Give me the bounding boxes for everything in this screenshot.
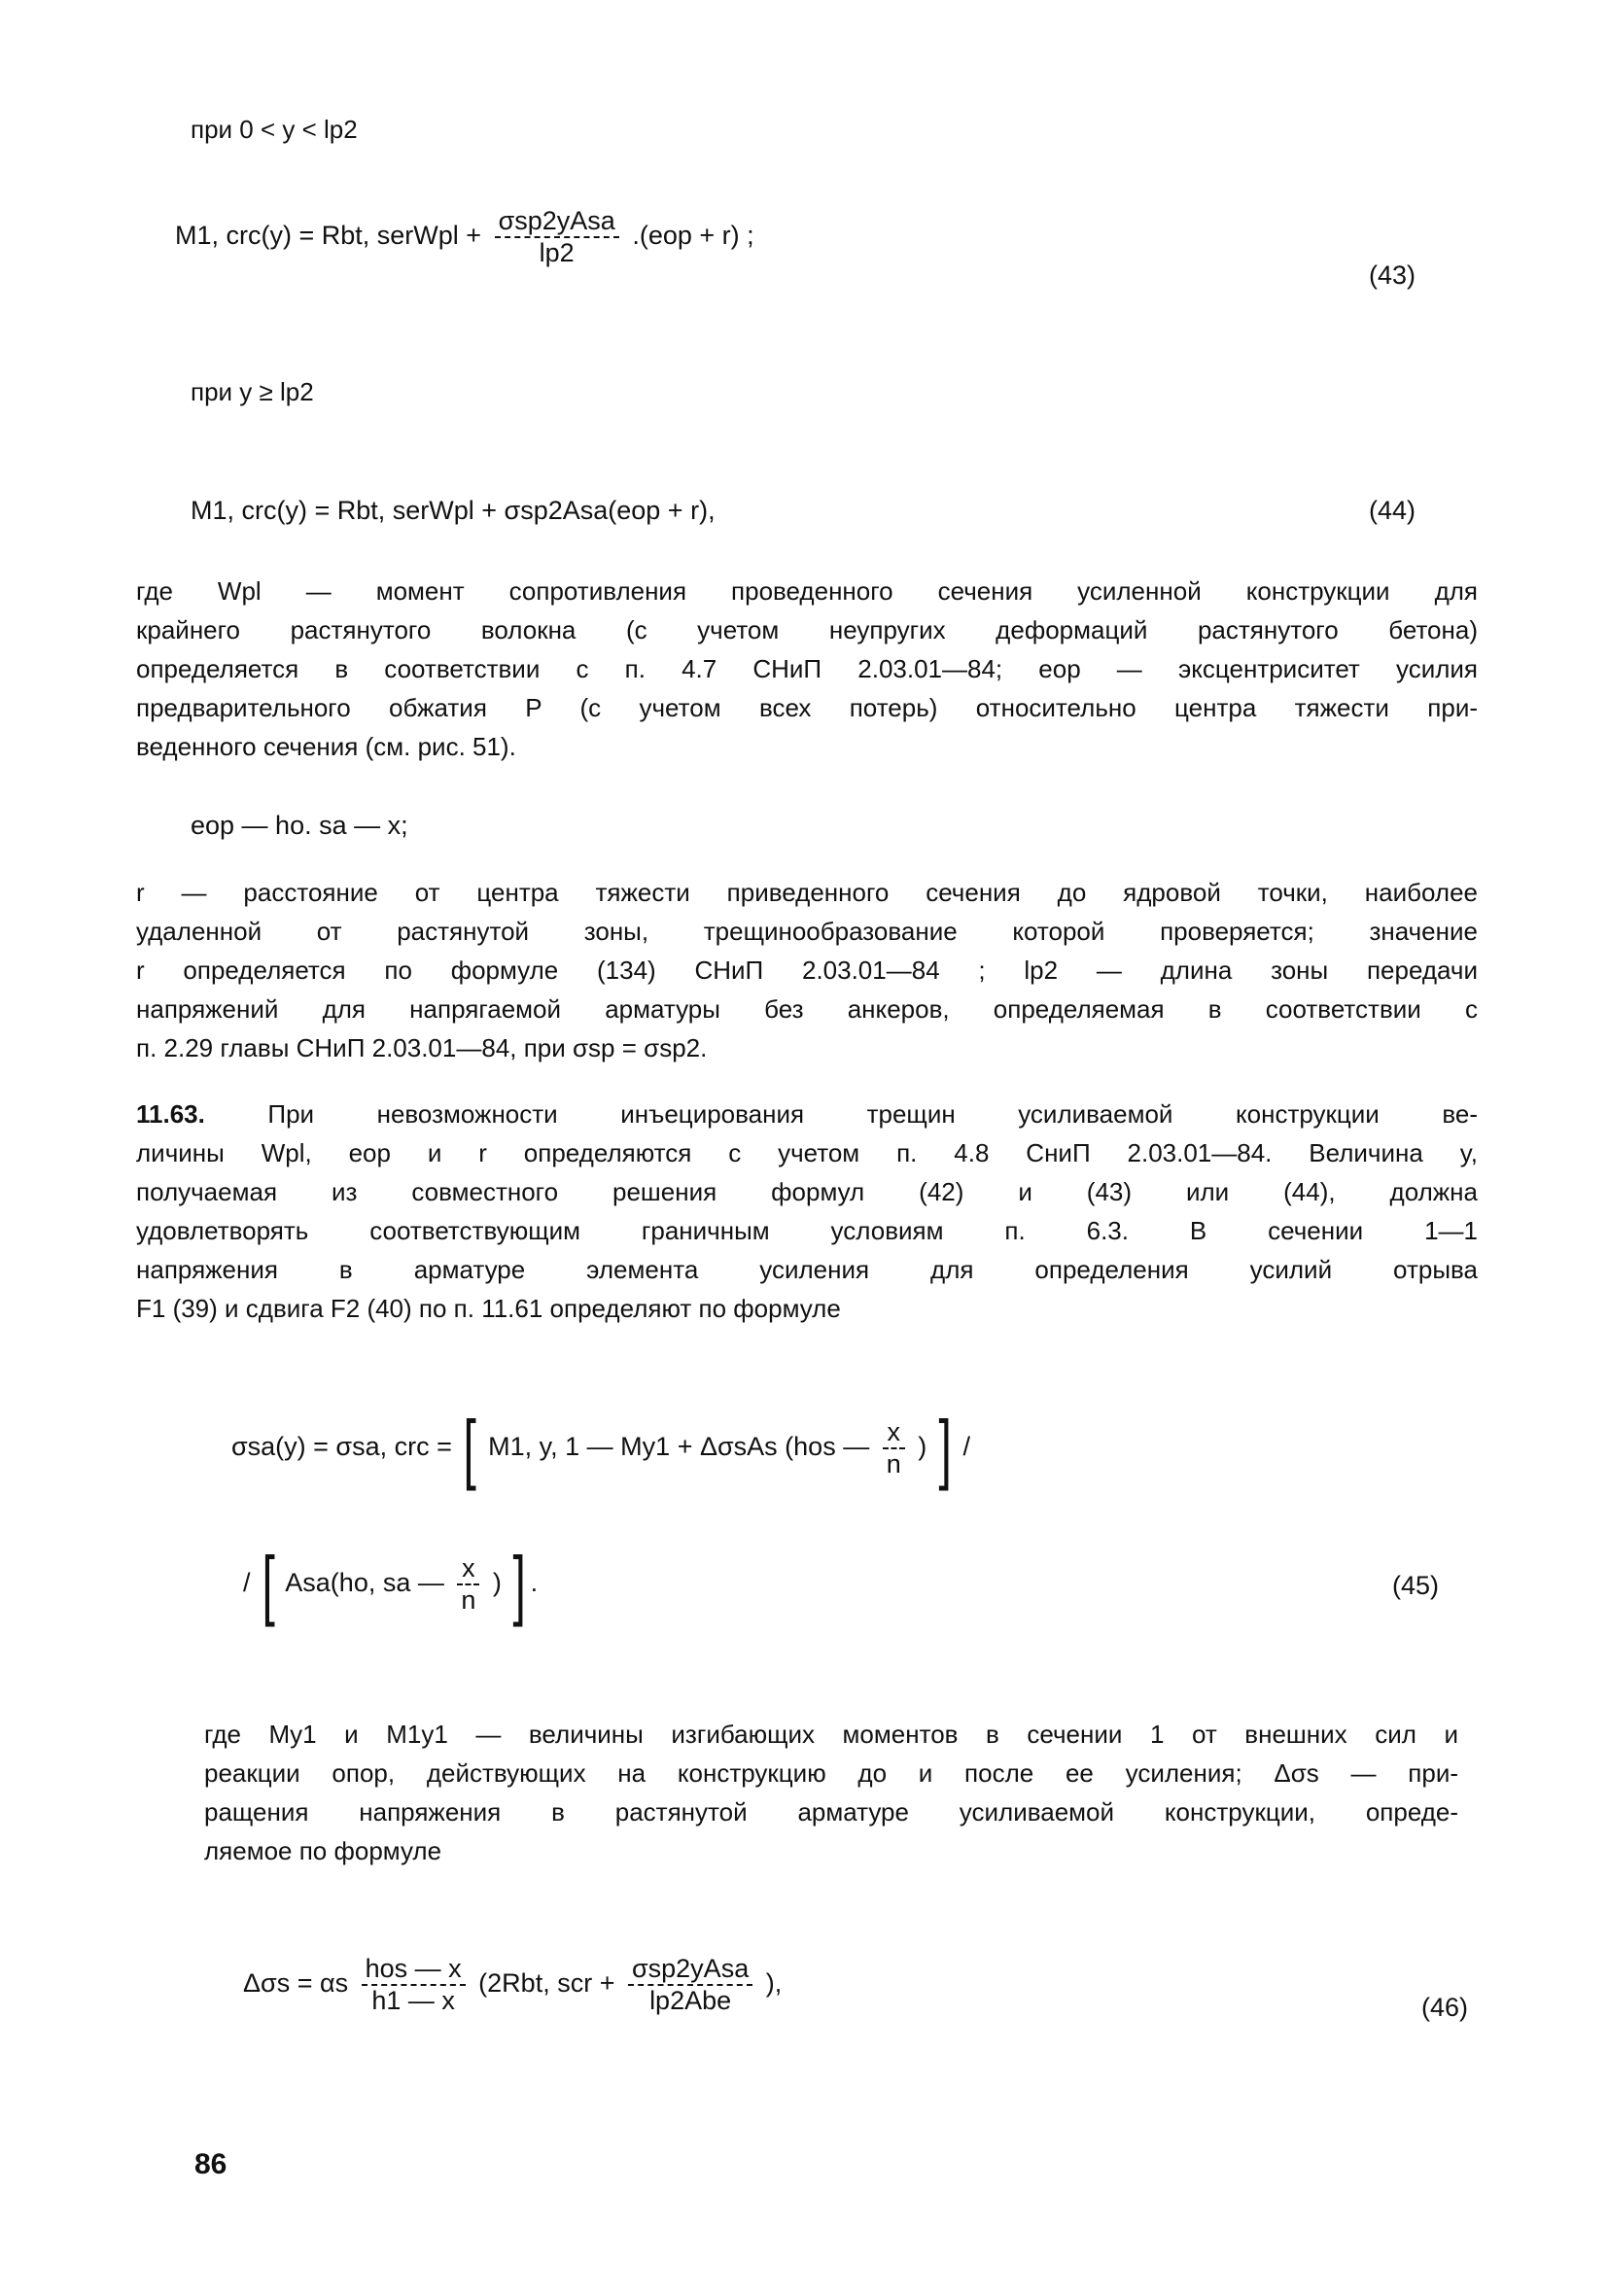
eq45-line2-inner: Asa(ho, sa — [285,1568,444,1598]
eq46-frac1-num: hos — x [365,1954,462,1983]
text-line: r — расстояние от центра тяжести приведенного сечения до ядровой точки, наиболее [136,878,1478,907]
eq46-fraction-2 [628,1954,752,2016]
eq45-lhs: σsa(y) = σsa, crc = [231,1432,452,1462]
eq43-lhs: M1, crc(y) = Rbt, serWpl + [175,221,482,251]
bracket-open: [ [262,1541,275,1627]
eq46-fraction-1 [362,1954,466,2016]
eq46-lhs: Δσs = αs [243,1968,349,1999]
text-line: где Wpl — момент сопротивления проведенного сечения усиленной конструкции для [136,576,1478,606]
eq46-frac1-den: h1 — x [362,1984,466,2016]
eq46-tail: ), [765,1968,783,1999]
eq45-line2-lhs: / [243,1568,251,1598]
eq45-fraction-2 [457,1553,479,1616]
paragraph-wpl-definition [136,572,1478,766]
eq43-rhs: .(eop + r) ; [632,221,754,251]
text-line: определяется в соответствии с п. 4.7 СНиП 2.03.01—84; eop — эксцентриситет усилия [136,654,1478,683]
eq45-frac2-num: x [462,1553,475,1583]
text-line: удовлетворять соответствующим граничным условиям п. 6.3. В сечении 1—1 [136,1216,1478,1245]
text-line-content: При невозможности инъецирования трещин усиливаемой конструкции ве- [267,1099,1478,1129]
text-line: крайнего растянутого волокна (с учетом неупругих деформаций растянутого бетона) [136,615,1478,644]
bracket-open: [ [463,1405,477,1491]
text-line: предварительного обжатия P (с учетом всех потерь) относительно центра тяжести при- [136,693,1478,722]
eq45-fraction-1 [883,1417,905,1479]
eq43-numerator: σsp2yAsa [498,206,615,235]
equation-46 [243,1954,782,2016]
eq46-frac2-num: σsp2yAsa [631,1954,750,1983]
equation-44: M1, crc(y) = Rbt, serWpl + σsp2Asa(eop + r), [191,496,716,525]
eq46-frac2-den: lp2Abe [628,1984,752,2016]
text-line: реакции опор, действующих на конструкцию до и после ее усиления; Δσs — при- [204,1758,1458,1788]
paragraph-r-definition [136,873,1478,1067]
eq46-mid: (2Rbt, scr + [478,1968,615,1999]
text-line: п. 2.29 главы СНиП 2.03.01—84, при σsp = σsp2. [136,1033,708,1062]
equation-eop: eop — ho. sa — x; [191,811,408,840]
eq46-label: (46) [1421,1993,1469,2022]
text-line: F1 (39) и сдвига F2 (40) по п. 11.61 определяют по формуле [136,1294,841,1323]
text-line: ляемое по формуле [204,1836,442,1865]
text-line: получаемая из совместного решения формул (42) и (43) или (44), должна [136,1177,1478,1206]
condition-line-1: при 0 < y < lp2 [191,115,358,144]
text-line: где My1 и M1y1 — величины изгибающих моментов в сечении 1 от внешних сил и [204,1720,1458,1749]
text-line: ращения напряжения в растянутой арматуре усиливаемой конструкции, опреде- [204,1797,1458,1826]
page-number: 86 [194,2148,227,2180]
text-line: веденного сечения (см. рис. 51). [136,732,516,761]
section-number: 11.63. [136,1099,205,1129]
text-line: удаленной от растянутой зоны, трещинообразование которой проверяется; значение [136,917,1478,946]
eq45-inner: M1, y, 1 — My1 + ΔσsAs (hos — [488,1432,870,1462]
eq45-label: (45) [1392,1571,1440,1600]
section-11-63 [136,1095,1478,1328]
eq45-frac1-den: n [883,1447,905,1479]
equation-45-line-1 [231,1405,971,1491]
text-line: напряжений для напрягаемой арматуры без анкеров, определяемая в соответствии с [136,994,1478,1024]
eq45-slash: / [962,1432,971,1462]
eq43-fraction [495,206,619,268]
bracket-close: ] [512,1541,527,1627]
text-line: напряжения в арматуре элемента усиления для определения усилий отрыва [136,1255,1478,1284]
eq45-frac2-den: n [457,1583,479,1616]
eq45-line2-tail: ) [492,1568,502,1598]
paragraph-moments-definition [204,1715,1458,1870]
eq45-frac1-num: x [887,1417,900,1446]
condition-line-2: при y ≥ lp2 [191,377,314,406]
text-line: r определяется по формуле (134) СНиП 2.03.01—84 ; lp2 — длина зоны передачи [136,956,1478,985]
equation-43 [175,206,754,268]
text-line: личины Wpl, eop и r определяются с учетом п. 4.8 СниП 2.03.01—84. Величина y, [136,1138,1478,1167]
bracket-close: ] [938,1405,952,1491]
eq43-denominator: lp2 [495,236,619,268]
eq44-label: (44) [1369,496,1416,525]
text-line [136,1095,1478,1133]
eq43-label: (43) [1369,261,1416,290]
equation-45-line-2: / [ Asa(ho, sa — $\frac{x}{n}$ ) ] . [243,1541,539,1627]
eq45-tail-1: ) [918,1432,927,1462]
